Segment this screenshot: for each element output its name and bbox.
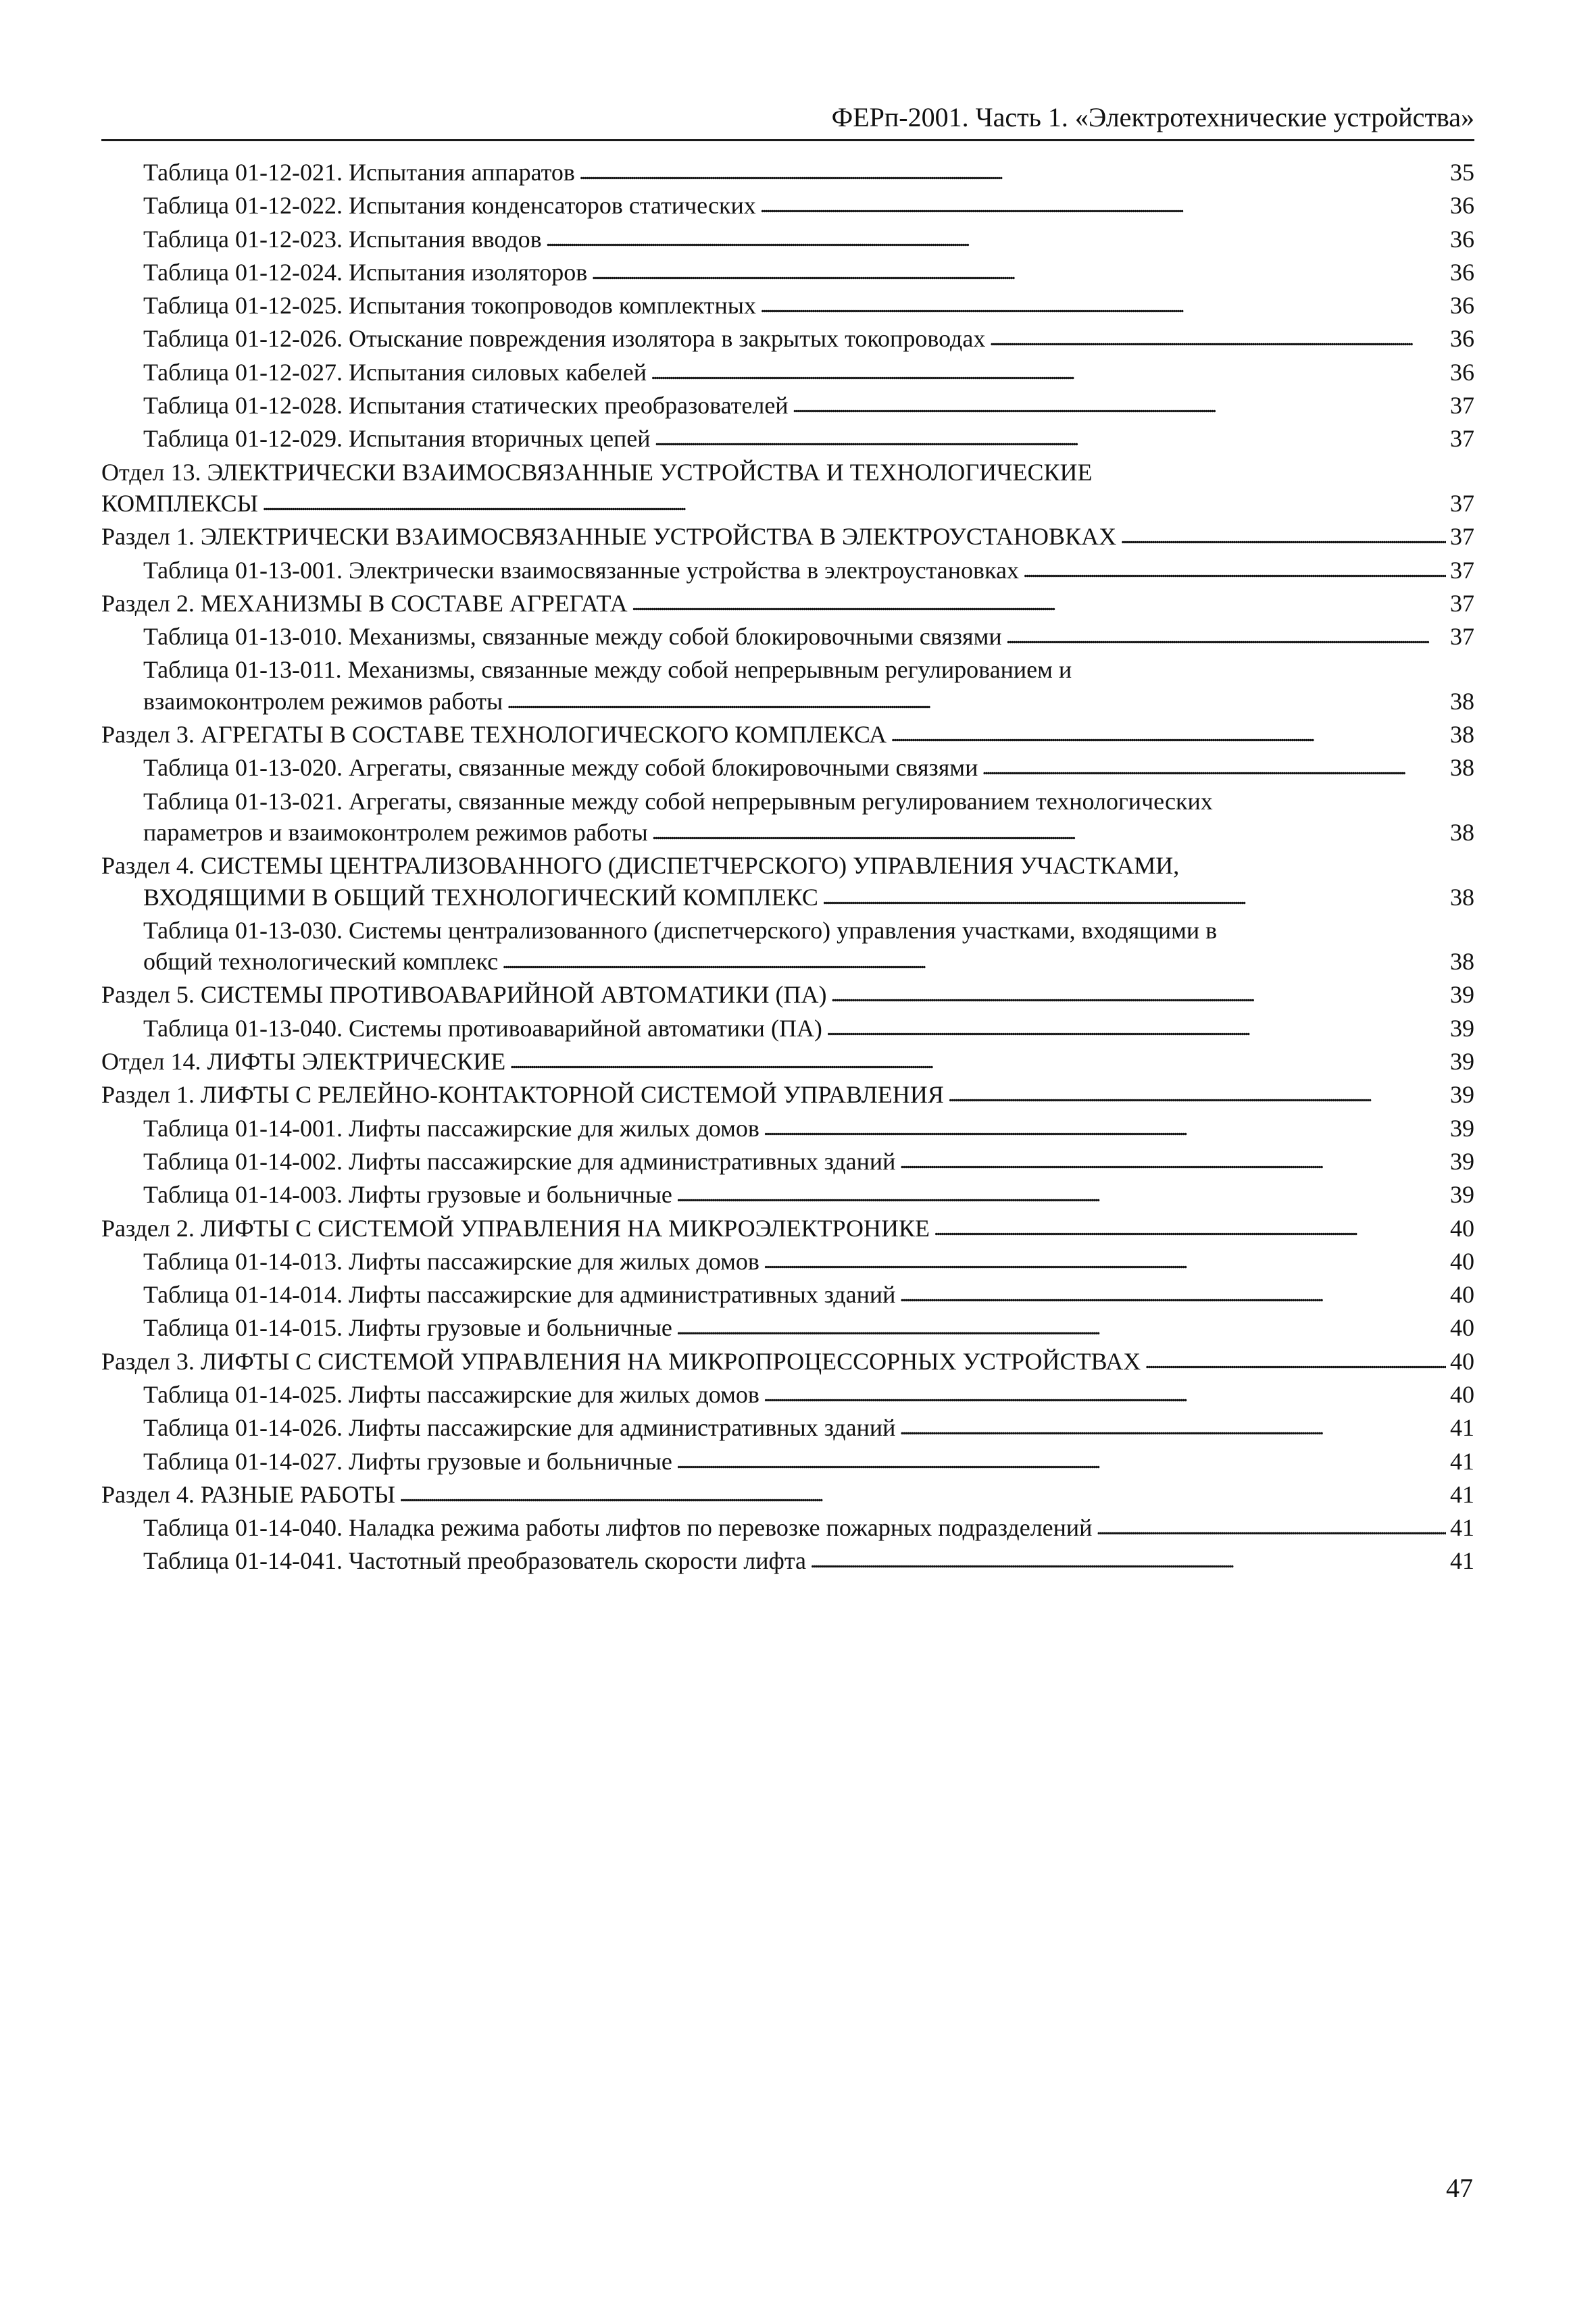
toc-entry-title: Таблица 01-14-027. Лифты грузовые и больничные [143, 1447, 672, 1475]
dot-leader [810, 1544, 1446, 1577]
toc-entry-table[interactable] [101, 390, 1474, 423]
dot-leader [899, 1278, 1446, 1311]
dot-leader [793, 388, 1446, 422]
toc-entry-page-number: 38 [1450, 721, 1474, 749]
toc-entry-page-number: 37 [1450, 489, 1474, 517]
toc-entry-page-number: 40 [1450, 1247, 1474, 1275]
dot-leader [262, 486, 1446, 520]
toc-entry-page-number: 40 [1450, 1380, 1474, 1408]
toc-entry-line [143, 423, 1474, 456]
dot-leader [764, 1244, 1446, 1278]
dot-leader [399, 1478, 1446, 1511]
dot-leader [655, 422, 1446, 455]
toc-entry-line [143, 357, 1474, 390]
toc-entry-title: Таблица 01-13-001. Электрически взаимосвязанные устройства в электроустановках [143, 556, 1019, 584]
toc-entry-table[interactable] [101, 1312, 1474, 1345]
toc-entry-page-number: 37 [1450, 523, 1474, 551]
dot-leader [507, 684, 1446, 718]
toc-entry-table[interactable] [101, 786, 1474, 851]
toc-entry-page-number: 38 [1450, 754, 1474, 782]
toc-entry-line [143, 686, 1474, 719]
toc-entry-title: Таблица 01-14-014. Лифты пассажирские для административных зданий [143, 1281, 896, 1309]
toc-entry-line [143, 323, 1474, 356]
dot-leader [652, 815, 1446, 849]
toc-entry-title: Таблица 01-13-011. Механизмы, связанные между собой непрерывным регулированием и [143, 656, 1072, 684]
toc-entry-page-number: 37 [1450, 392, 1474, 420]
toc-entry-line [143, 752, 1474, 785]
page-number: 47 [1446, 2173, 1473, 2203]
dot-leader [934, 1211, 1446, 1244]
dot-leader [948, 1078, 1446, 1111]
toc-entry-title: Таблица 01-14-040. Наладка режима работы лифтов по перевозке пожарных подразделений [143, 1514, 1093, 1542]
toc-entry-page-number: 36 [1450, 225, 1474, 253]
toc-entry-line [143, 1312, 1474, 1345]
dot-leader [676, 1178, 1446, 1211]
toc-entry-table[interactable] [101, 323, 1474, 356]
toc-entry-line [143, 555, 1474, 588]
toc-entry-page-number: 40 [1450, 1347, 1474, 1375]
toc-entry-line [101, 979, 1474, 1012]
toc-entry-line [101, 1079, 1474, 1112]
dot-leader [676, 1444, 1446, 1478]
toc-entry-line [143, 257, 1474, 290]
toc-entry-title: Раздел 5. СИСТЕМЫ ПРОТИВОАВАРИЙНОЙ АВТОМАТИКИ (ПА) [101, 981, 827, 1009]
toc-entry-line [143, 1279, 1474, 1312]
toc-entry-line [143, 1113, 1474, 1146]
toc-entry-title: Раздел 2. ЛИФТЫ С СИСТЕМОЙ УПРАВЛЕНИЯ НА МИКРОЭЛЕКТРОНИКЕ [101, 1214, 930, 1242]
dot-leader [989, 322, 1446, 355]
toc-entry-razdel[interactable] [101, 1479, 1474, 1512]
toc-entry-table[interactable] [101, 752, 1474, 785]
toc-entry-page-number: 41 [1450, 1414, 1474, 1442]
dot-leader [1120, 520, 1446, 553]
toc-entry-table[interactable] [101, 1412, 1474, 1445]
toc-entry-table[interactable] [101, 423, 1474, 456]
toc-entry-title-continuation: общий технологический комплекс [143, 948, 499, 976]
toc-entry-table[interactable] [101, 290, 1474, 323]
toc-entry-page-number: 39 [1450, 1114, 1474, 1142]
toc-entry-table[interactable] [101, 555, 1474, 588]
toc-entry-razdel[interactable] [101, 521, 1474, 554]
toc-entry-title: Раздел 4. СИСТЕМЫ ЦЕНТРАЛИЗОВАННОГО (ДИСПЕТЧЕРСКОГО) УПРАВЛЕНИЯ УЧАСТКАМИ, [101, 852, 1180, 880]
toc-entry-line [101, 588, 1474, 621]
dot-leader [822, 880, 1446, 913]
toc-entry-title: Таблица 01-14-026. Лифты пассажирские для административных зданий [143, 1414, 896, 1442]
toc-entry-line [143, 224, 1474, 257]
toc-entry-title: Таблица 01-13-021. Агрегаты, связанные между собой непрерывным регулированием технологических [143, 787, 1213, 815]
toc-entry-table[interactable] [101, 190, 1474, 223]
dot-leader [546, 222, 1446, 255]
toc-entry-line [101, 1346, 1474, 1379]
toc-entry-title: Таблица 01-13-020. Агрегаты, связанные между собой блокировочными связями [143, 754, 978, 782]
toc-entry-page-number: 37 [1450, 556, 1474, 584]
toc-entry-table[interactable] [101, 224, 1474, 257]
toc-entry-title: Таблица 01-13-040. Системы противоаварийной автоматики (ПА) [143, 1014, 822, 1042]
dot-leader [502, 945, 1446, 978]
toc-entry-title-continuation: ВХОДЯЩИМИ В ОБЩИЙ ТЕХНОЛОГИЧЕСКИЙ КОМПЛЕКС [143, 883, 818, 911]
toc-entry-page-number: 40 [1450, 1281, 1474, 1309]
toc-entry-table[interactable] [101, 1545, 1474, 1578]
toc-entry-table[interactable] [101, 1146, 1474, 1179]
toc-entry-title: Раздел 4. РАЗНЫЕ РАБОТЫ [101, 1480, 395, 1508]
toc-entry-page-number: 39 [1450, 1014, 1474, 1042]
toc-entry-title-continuation: КОМПЛЕКСЫ [101, 489, 259, 517]
dot-leader [1006, 620, 1446, 653]
toc-entry-line [101, 1046, 1474, 1079]
toc-entry-title: Таблица 01-14-003. Лифты грузовые и больничные [143, 1181, 672, 1209]
toc-entry-table[interactable] [101, 257, 1474, 290]
toc-entry-page-number: 36 [1450, 258, 1474, 286]
dot-leader [764, 1378, 1446, 1411]
toc-entry-page-number: 37 [1450, 425, 1474, 453]
toc-entry-title: Раздел 2. МЕХАНИЗМЫ В СОСТАВЕ АГРЕГАТА [101, 589, 628, 617]
toc-entry-title: Таблица 01-12-024. Испытания изоляторов [143, 258, 588, 286]
dot-leader [899, 1411, 1446, 1444]
toc-entry-table[interactable] [101, 1013, 1474, 1046]
toc-entry-table[interactable] [101, 1446, 1474, 1479]
toc-entry-line [143, 817, 1474, 850]
running-header-title: ФЕРп-2001. Часть 1. «Электротехнические устройства» [831, 102, 1474, 132]
toc-entry-title: Таблица 01-14-013. Лифты пассажирские для жилых домов [143, 1247, 759, 1275]
toc-entry-title: Отдел 13. ЭЛЕКТРИЧЕСКИ ВЗАИМОСВЯЗАННЫЕ УСТРОЙСТВА И ТЕХНОЛОГИЧЕСКИЕ [101, 458, 1093, 486]
toc-entry-title: Таблица 01-14-001. Лифты пассажирские для жилых домов [143, 1114, 759, 1142]
toc-entry-table[interactable] [101, 1379, 1474, 1412]
toc-entry-page-number: 41 [1450, 1447, 1474, 1475]
toc-entry-page-number: 39 [1450, 981, 1474, 1009]
toc-entry-title: Раздел 1. ЛИФТЫ С РЕЛЕЙНО-КОНТАКТОРНОЙ СИСТЕМОЙ УПРАВЛЕНИЯ [101, 1081, 944, 1109]
toc-entry-title: Таблица 01-14-015. Лифты грузовые и больничные [143, 1314, 672, 1342]
toc-entry-line [143, 1013, 1474, 1046]
dot-leader [826, 1011, 1446, 1045]
toc-entry-title: Раздел 3. АГРЕГАТЫ В СОСТАВЕ ТЕХНОЛОГИЧЕСКОГО КОМПЛЕКСА [101, 721, 887, 749]
toc-entry-line [143, 1512, 1474, 1545]
toc-entry-title: Таблица 01-12-027. Испытания силовых кабелей [143, 358, 647, 386]
toc-entry-page-number: 41 [1450, 1514, 1474, 1542]
toc-entry-page-number: 36 [1450, 292, 1474, 320]
toc-entry-page-number: 36 [1450, 325, 1474, 353]
toc-entry-line [143, 1146, 1474, 1179]
dot-leader [760, 188, 1446, 222]
toc-entry-title: Таблица 01-12-023. Испытания вводов [143, 225, 542, 253]
toc-entry-title: Таблица 01-12-026. Отыскание повреждения изолятора в закрытых токопроводах [143, 325, 986, 353]
toc-entry-table[interactable] [101, 1279, 1474, 1312]
toc-entry-table[interactable] [101, 1512, 1474, 1545]
toc-entry-razdel[interactable] [101, 588, 1474, 621]
toc-entry-title: Таблица 01-12-029. Испытания вторичных цепей [143, 425, 651, 453]
toc-entry-otdel[interactable] [101, 1046, 1474, 1079]
running-header [101, 100, 1474, 141]
toc-entry-page-number: 35 [1450, 159, 1474, 186]
toc-entry-table[interactable] [101, 621, 1474, 654]
toc-entry-title: Таблица 01-14-025. Лифты пассажирские для жилых домов [143, 1380, 759, 1408]
toc-entry-razdel[interactable] [101, 1213, 1474, 1246]
toc-entry-page-number: 40 [1450, 1314, 1474, 1342]
dot-leader [632, 586, 1446, 620]
toc-entry-line [143, 1379, 1474, 1412]
toc-entry-page-number: 39 [1450, 1181, 1474, 1209]
toc-entry-table[interactable] [101, 654, 1474, 719]
dot-leader [651, 355, 1446, 388]
toc-entry-line [101, 1213, 1474, 1246]
toc-entry-line [143, 190, 1474, 223]
toc-entry-page-number: 40 [1450, 1214, 1474, 1242]
toc-entry-line [101, 488, 1474, 521]
toc-entry-title: Таблица 01-12-025. Испытания токопроводов комплектных [143, 292, 756, 320]
toc-entry-table[interactable] [101, 157, 1474, 190]
toc-entry-otdel[interactable] [101, 457, 1474, 522]
dot-leader [760, 288, 1446, 322]
toc-entry-razdel[interactable] [101, 979, 1474, 1012]
toc-entry-line [143, 290, 1474, 323]
toc-entry-title: Таблица 01-14-002. Лифты пассажирские для административных зданий [143, 1147, 896, 1175]
toc-entry-page-number: 39 [1450, 1081, 1474, 1109]
dot-leader [591, 255, 1446, 288]
toc-entry-page-number: 41 [1450, 1480, 1474, 1508]
toc-entry-line [143, 946, 1474, 979]
toc-entry-table[interactable] [101, 357, 1474, 390]
dot-leader [764, 1111, 1446, 1145]
toc-entry-title: Раздел 1. ЭЛЕКТРИЧЕСКИ ВЗАИМОСВЯЗАННЫЕ УСТРОЙСТВА В ЭЛЕКТРОУСТАНОВКАХ [101, 523, 1117, 551]
dot-leader [899, 1145, 1446, 1178]
dot-leader [891, 718, 1446, 751]
dot-leader [579, 155, 1446, 188]
toc-entry-page-number: 38 [1450, 948, 1474, 976]
toc-entry-line [101, 719, 1474, 752]
toc-entry-line [101, 882, 1474, 915]
toc-entry-title: Таблица 01-13-030. Системы централизованного (диспетчерского) управления участками, входящими в [143, 916, 1218, 944]
dot-leader [1096, 1511, 1446, 1544]
toc-entry-page-number: 37 [1450, 623, 1474, 651]
toc-entry-page-number: 38 [1450, 818, 1474, 846]
toc-entry-page-number: 39 [1450, 1147, 1474, 1175]
toc-entry-line [143, 390, 1474, 423]
dot-leader [982, 751, 1446, 784]
toc-entry-line [143, 157, 1474, 190]
toc-entry-page-number: 37 [1450, 589, 1474, 617]
dot-leader [1145, 1344, 1446, 1378]
dot-leader [831, 978, 1446, 1011]
toc-entry-table[interactable] [101, 915, 1474, 980]
toc-entry-line [143, 621, 1474, 654]
toc-entry-page-number: 39 [1450, 1048, 1474, 1076]
toc-entry-razdel[interactable] [101, 850, 1474, 915]
toc-entry-line [143, 1545, 1474, 1578]
toc-entry-title: Таблица 01-12-022. Испытания конденсаторов статических [143, 192, 756, 220]
toc-entry-table[interactable] [101, 1179, 1474, 1212]
toc-entry-title: Таблица 01-12-021. Испытания аппаратов [143, 159, 575, 186]
table-of-contents [101, 157, 1474, 1579]
toc-entry-page-number: 36 [1450, 358, 1474, 386]
toc-entry-page-number: 38 [1450, 883, 1474, 911]
toc-entry-razdel[interactable] [101, 719, 1474, 752]
toc-entry-title: Отдел 14. ЛИФТЫ ЭЛЕКТРИЧЕСКИЕ [101, 1048, 506, 1076]
toc-entry-line [101, 521, 1474, 554]
toc-entry-line [143, 1412, 1474, 1445]
toc-entry-page-number: 36 [1450, 192, 1474, 220]
toc-entry-line [143, 1246, 1474, 1279]
toc-entry-title: Таблица 01-13-010. Механизмы, связанные между собой блокировочными связями [143, 623, 1002, 651]
toc-entry-table[interactable] [101, 1113, 1474, 1146]
toc-entry-razdel[interactable] [101, 1079, 1474, 1112]
toc-entry-line [101, 1479, 1474, 1512]
toc-entry-title: Таблица 01-14-041. Частотный преобразователь скорости лифта [143, 1547, 806, 1575]
toc-entry-page-number: 41 [1450, 1547, 1474, 1575]
toc-entry-title-continuation: параметров и взаимоконтролем режимов работы [143, 818, 648, 846]
toc-entry-title: Таблица 01-12-028. Испытания статических преобразователей [143, 392, 789, 420]
toc-entry-line [143, 1179, 1474, 1212]
toc-entry-title-continuation: взаимоконтролем режимов работы [143, 687, 503, 715]
toc-entry-line [143, 1446, 1474, 1479]
toc-entry-title: Раздел 3. ЛИФТЫ С СИСТЕМОЙ УПРАВЛЕНИЯ НА МИКРОПРОЦЕССОРНЫХ УСТРОЙСТВАХ [101, 1347, 1141, 1375]
toc-entry-table[interactable] [101, 1246, 1474, 1279]
dot-leader [1023, 553, 1446, 586]
dot-leader [676, 1311, 1446, 1344]
toc-entry-razdel[interactable] [101, 1346, 1474, 1379]
toc-entry-page-number: 38 [1450, 687, 1474, 715]
dot-leader [509, 1045, 1446, 1078]
